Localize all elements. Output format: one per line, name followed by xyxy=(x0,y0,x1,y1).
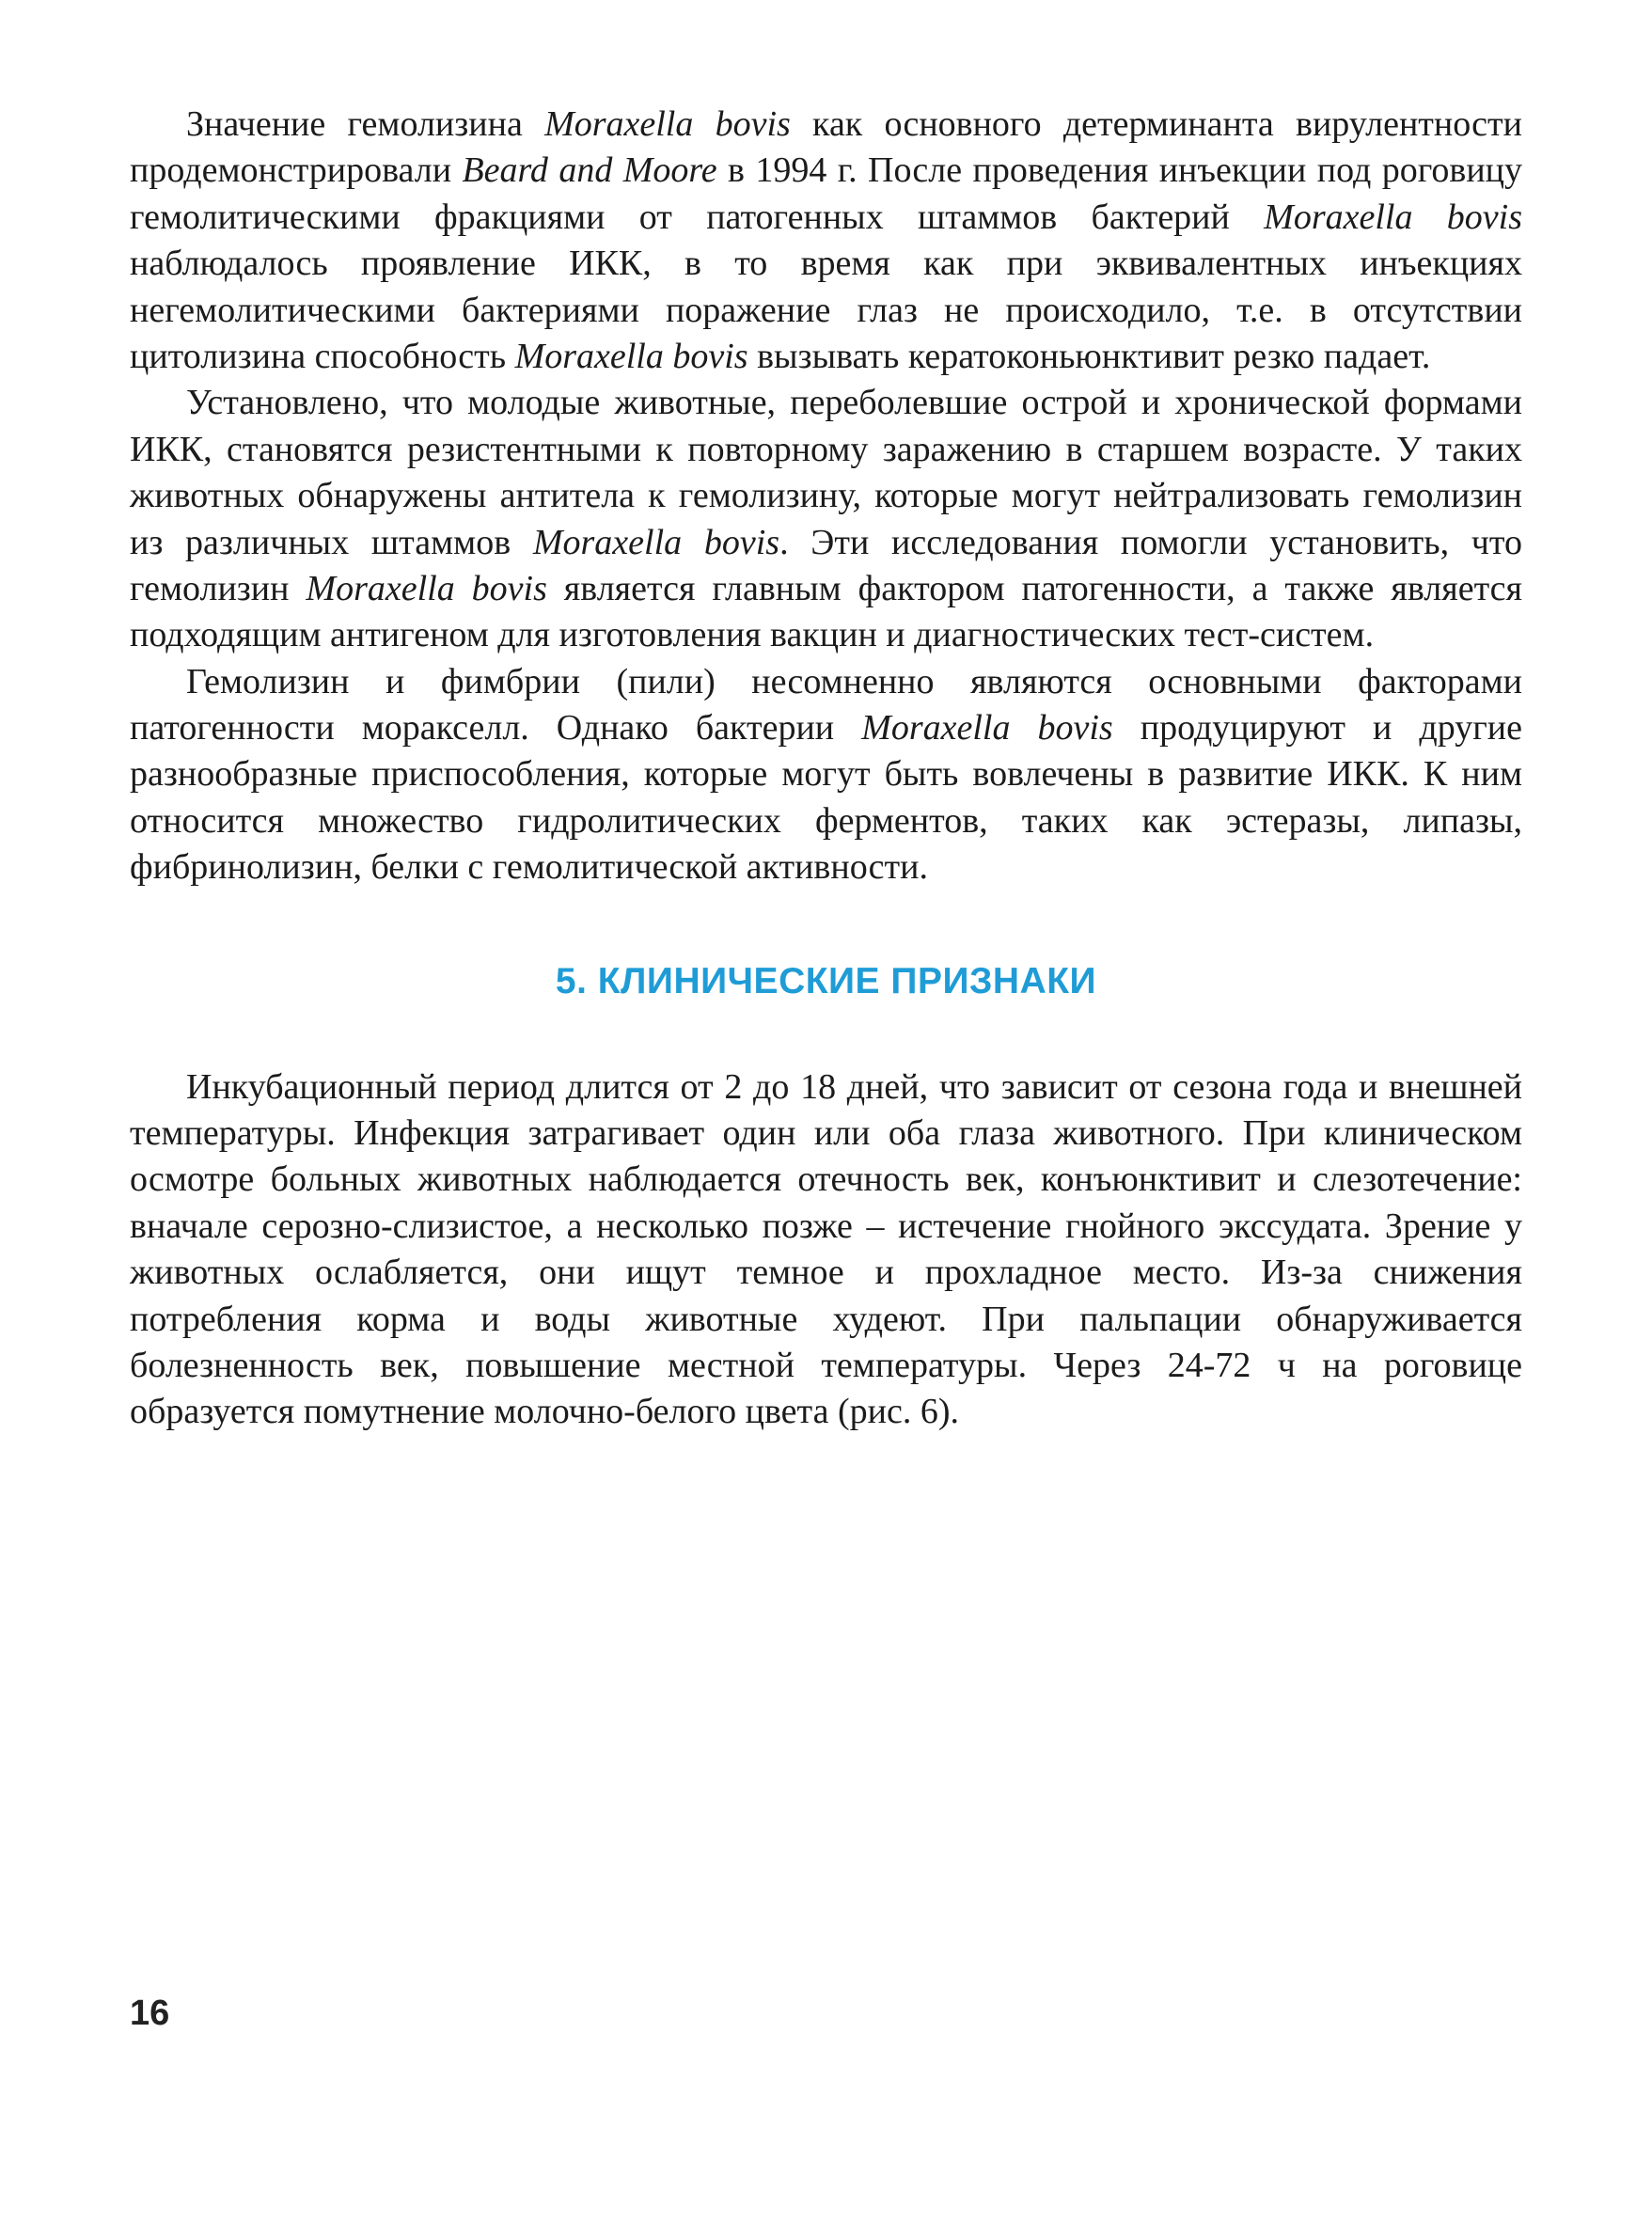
text-segment: наблюдалось проявление ИКК, в то время как при эквивалентных инъекциях негемолитическими бактериями поражение глаз не происходило, т.е. в отсутствии цитолизина способность xyxy=(130,244,1522,376)
text-segment: Инкубационный период длится от 2 до 18 дней, что зависит от сезона года и внешней температуры. Инфекция затрагивает один или оба глаза животного. При клиническом осмотре больных животных наблюдается отечность век, конъюнктивит и слезотечение: вначале серозно-слизистое, а несколько позже – истечение гнойного экссудата. Зрение у животных ослабляется, они ищут темное и прохладное место. Из-за снижения потребления корма и воды животные худеют. При пальпации обнаруживается болезненность век, повышение местной температуры. Через 24-72 ч на роговице образуется помутнение молочно-белого цвета (рис. 6). xyxy=(130,1066,1522,1432)
text-segment: является главным фактором патогенности, а также является подходящим антигеном для изготовления вакцин и диагностических тест-систем. xyxy=(130,568,1522,655)
paragraph xyxy=(130,380,1522,658)
paragraph xyxy=(130,1064,1522,1436)
section-paragraphs xyxy=(130,1064,1522,1436)
text-segment: как основного детерминанта вирулентности продемонстрировали xyxy=(130,104,1522,191)
text-segment: Значение гемолизина xyxy=(186,104,545,144)
page-number: 16 xyxy=(130,1994,170,2033)
section-heading: 5. КЛИНИЧЕСКИЕ ПРИЗНАКИ xyxy=(555,960,1097,1001)
text-column xyxy=(130,102,1522,1436)
italic-text-segment: Moraxella bovis xyxy=(544,104,791,144)
text-segment: . Эти исследования помогли установить, что гемолизин xyxy=(130,522,1523,608)
intro-paragraphs xyxy=(130,102,1522,891)
italic-text-segment: Moraxella bovis xyxy=(306,568,547,608)
italic-text-segment: Moraxella bovis xyxy=(514,336,748,376)
text-segment: продуцируют и другие разнообразные приспособления, которые могут быть вовлечены в развитие ИКК. К ним относится множество гидролитических ферментов, таких как эстеразы, липазы, фибринолизин, белки с гемолитической активности. xyxy=(130,708,1522,888)
text-segment: Установлено, что молодые животные, переболевшие острой и хронической формами ИКК, становятся резистентными к повторному заражению в старшем возрасте. У таких животных обнаружены антитела к гемолизину, которые могут нейтрализовать гемолизин из различных штаммов xyxy=(130,383,1522,562)
italic-text-segment: Moraxella bovis xyxy=(1264,197,1522,237)
paragraph xyxy=(130,102,1522,380)
italic-text-segment: Moraxella bovis xyxy=(861,708,1113,749)
text-segment: Гемолизин и фимбрии (пили) несомненно являются основными факторами патогенности моракселл. Однако бактерии xyxy=(130,661,1522,749)
italic-text-segment: Beard and Moore xyxy=(462,150,717,191)
italic-text-segment: Moraxella bovis xyxy=(532,522,780,562)
paragraph xyxy=(130,659,1522,891)
text-segment: в 1994 г. После проведения инъекции под роговицу гемолитическими фракциями от патогенных штаммов бактерий xyxy=(130,150,1522,237)
text-segment: вызывать кератоконьюнктивит резко падает. xyxy=(747,336,1431,376)
